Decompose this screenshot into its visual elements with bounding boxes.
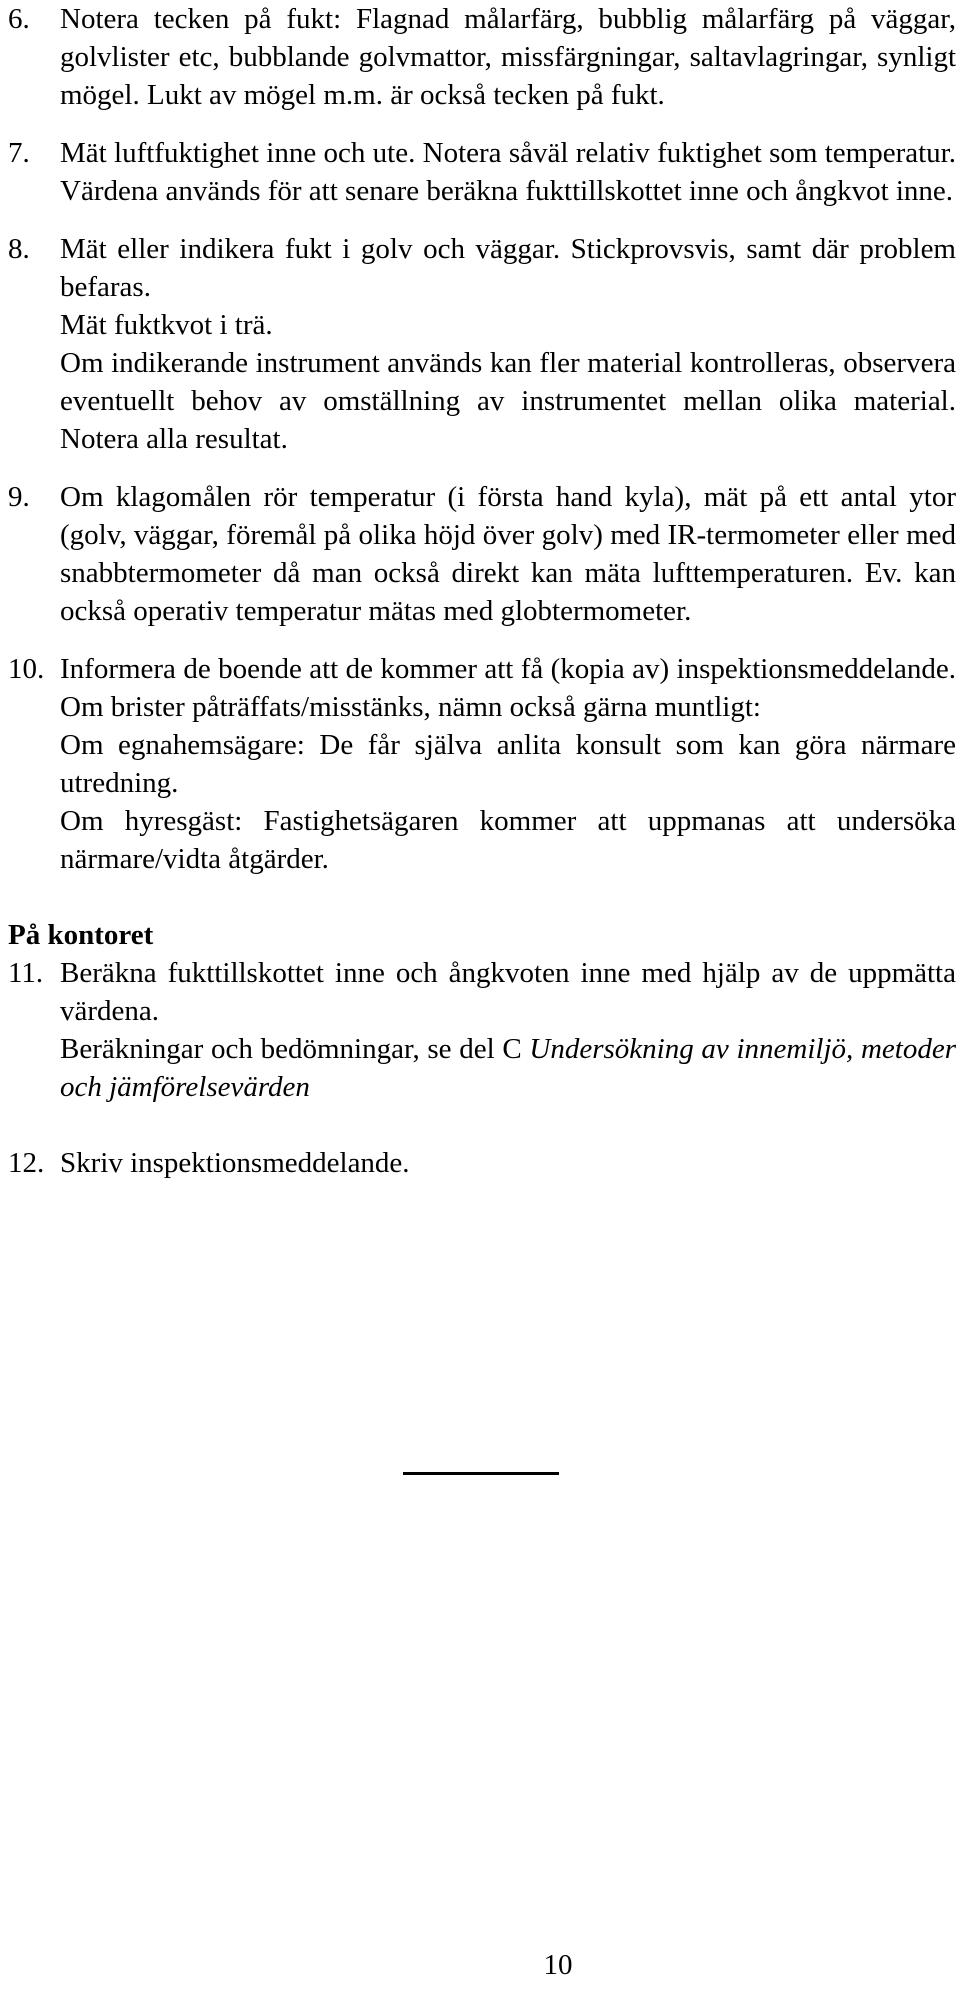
item-paragraph: Beräkna fukttillskottet inne och ångkvoten inne med hjälp av de uppmätta värdena. <box>60 957 956 1027</box>
list-item-12 <box>0 1144 960 1182</box>
list-item-11 <box>0 954 960 1106</box>
page-number: 10 <box>543 1949 573 1981</box>
item-number: 10. <box>8 653 45 685</box>
list-item-10 <box>0 650 960 878</box>
list-item-8 <box>0 230 960 458</box>
item-number: 7. <box>8 137 30 169</box>
list-item-9 <box>0 478 960 630</box>
item-paragraph: Mät eller indikera fukt i golv och väggar. Stickprovsvis, samt där problem befaras. <box>60 233 956 303</box>
item-paragraph: Om indikerande instrument används kan fler material kontrolleras, observera eventuellt behov av omställning av instrumentet mellan olika material. Notera alla resultat. <box>60 347 956 455</box>
item-number: 9. <box>8 481 30 513</box>
item-paragraph: Notera tecken på fukt: Flagnad målarfärg, bubblig målarfärg på väggar, golvlister etc, bubblande golvmattor, missfärgningar, saltavlagringar, synligt mögel. Lukt av mögel m.m. är också tecken på fukt. <box>60 3 956 111</box>
list-item-7 <box>0 134 960 210</box>
list-item-6 <box>0 0 960 114</box>
item-paragraph: Mät fuktkvot i trä. <box>60 309 273 341</box>
item-number: 6. <box>8 3 30 35</box>
item-paragraph-reference <box>60 1030 956 1106</box>
item-paragraph: Om klagomålen rör temperatur (i första hand kyla), mät på ett antal ytor (golv, väggar, föremål på olika höjd över golv) med IR-termometer eller med snabbtermometer då man också direkt kan mäta lufttemperaturen. Ev. kan också operativ temperatur mätas med globtermometer. <box>60 481 956 627</box>
end-rule <box>403 1472 559 1475</box>
section-heading: På kontoret <box>8 919 154 951</box>
reference-prefix: Beräkningar och bedömningar, se del C <box>60 1033 530 1065</box>
item-paragraph: Informera de boende att de kommer att få (kopia av) inspektionsmeddelande. Om brister påträffats/misstänks, nämn också gärna muntligt: <box>60 653 956 723</box>
item-number: 12. <box>8 1147 45 1179</box>
item-paragraph: Om egnahemsägare: De får själva anlita konsult som kan göra närmare utredning. <box>60 729 956 799</box>
item-paragraph: Mät luftfuktighet inne och ute. Notera såväl relativ fuktighet som temperatur. Värdena används för att senare beräkna fukttillskottet inne och ångkvot inne. <box>60 137 956 207</box>
item-paragraph: Om hyresgäst: Fastighetsägaren kommer att uppmanas att undersöka närmare/vidta åtgärder. <box>60 805 956 875</box>
reference-title: Undersökning av innemiljö, metoder och jämförelsevärden <box>60 1033 956 1103</box>
item-paragraph: Skriv inspektionsmeddelande. <box>60 1147 410 1179</box>
item-number: 8. <box>8 233 30 265</box>
item-number: 11. <box>8 957 44 989</box>
